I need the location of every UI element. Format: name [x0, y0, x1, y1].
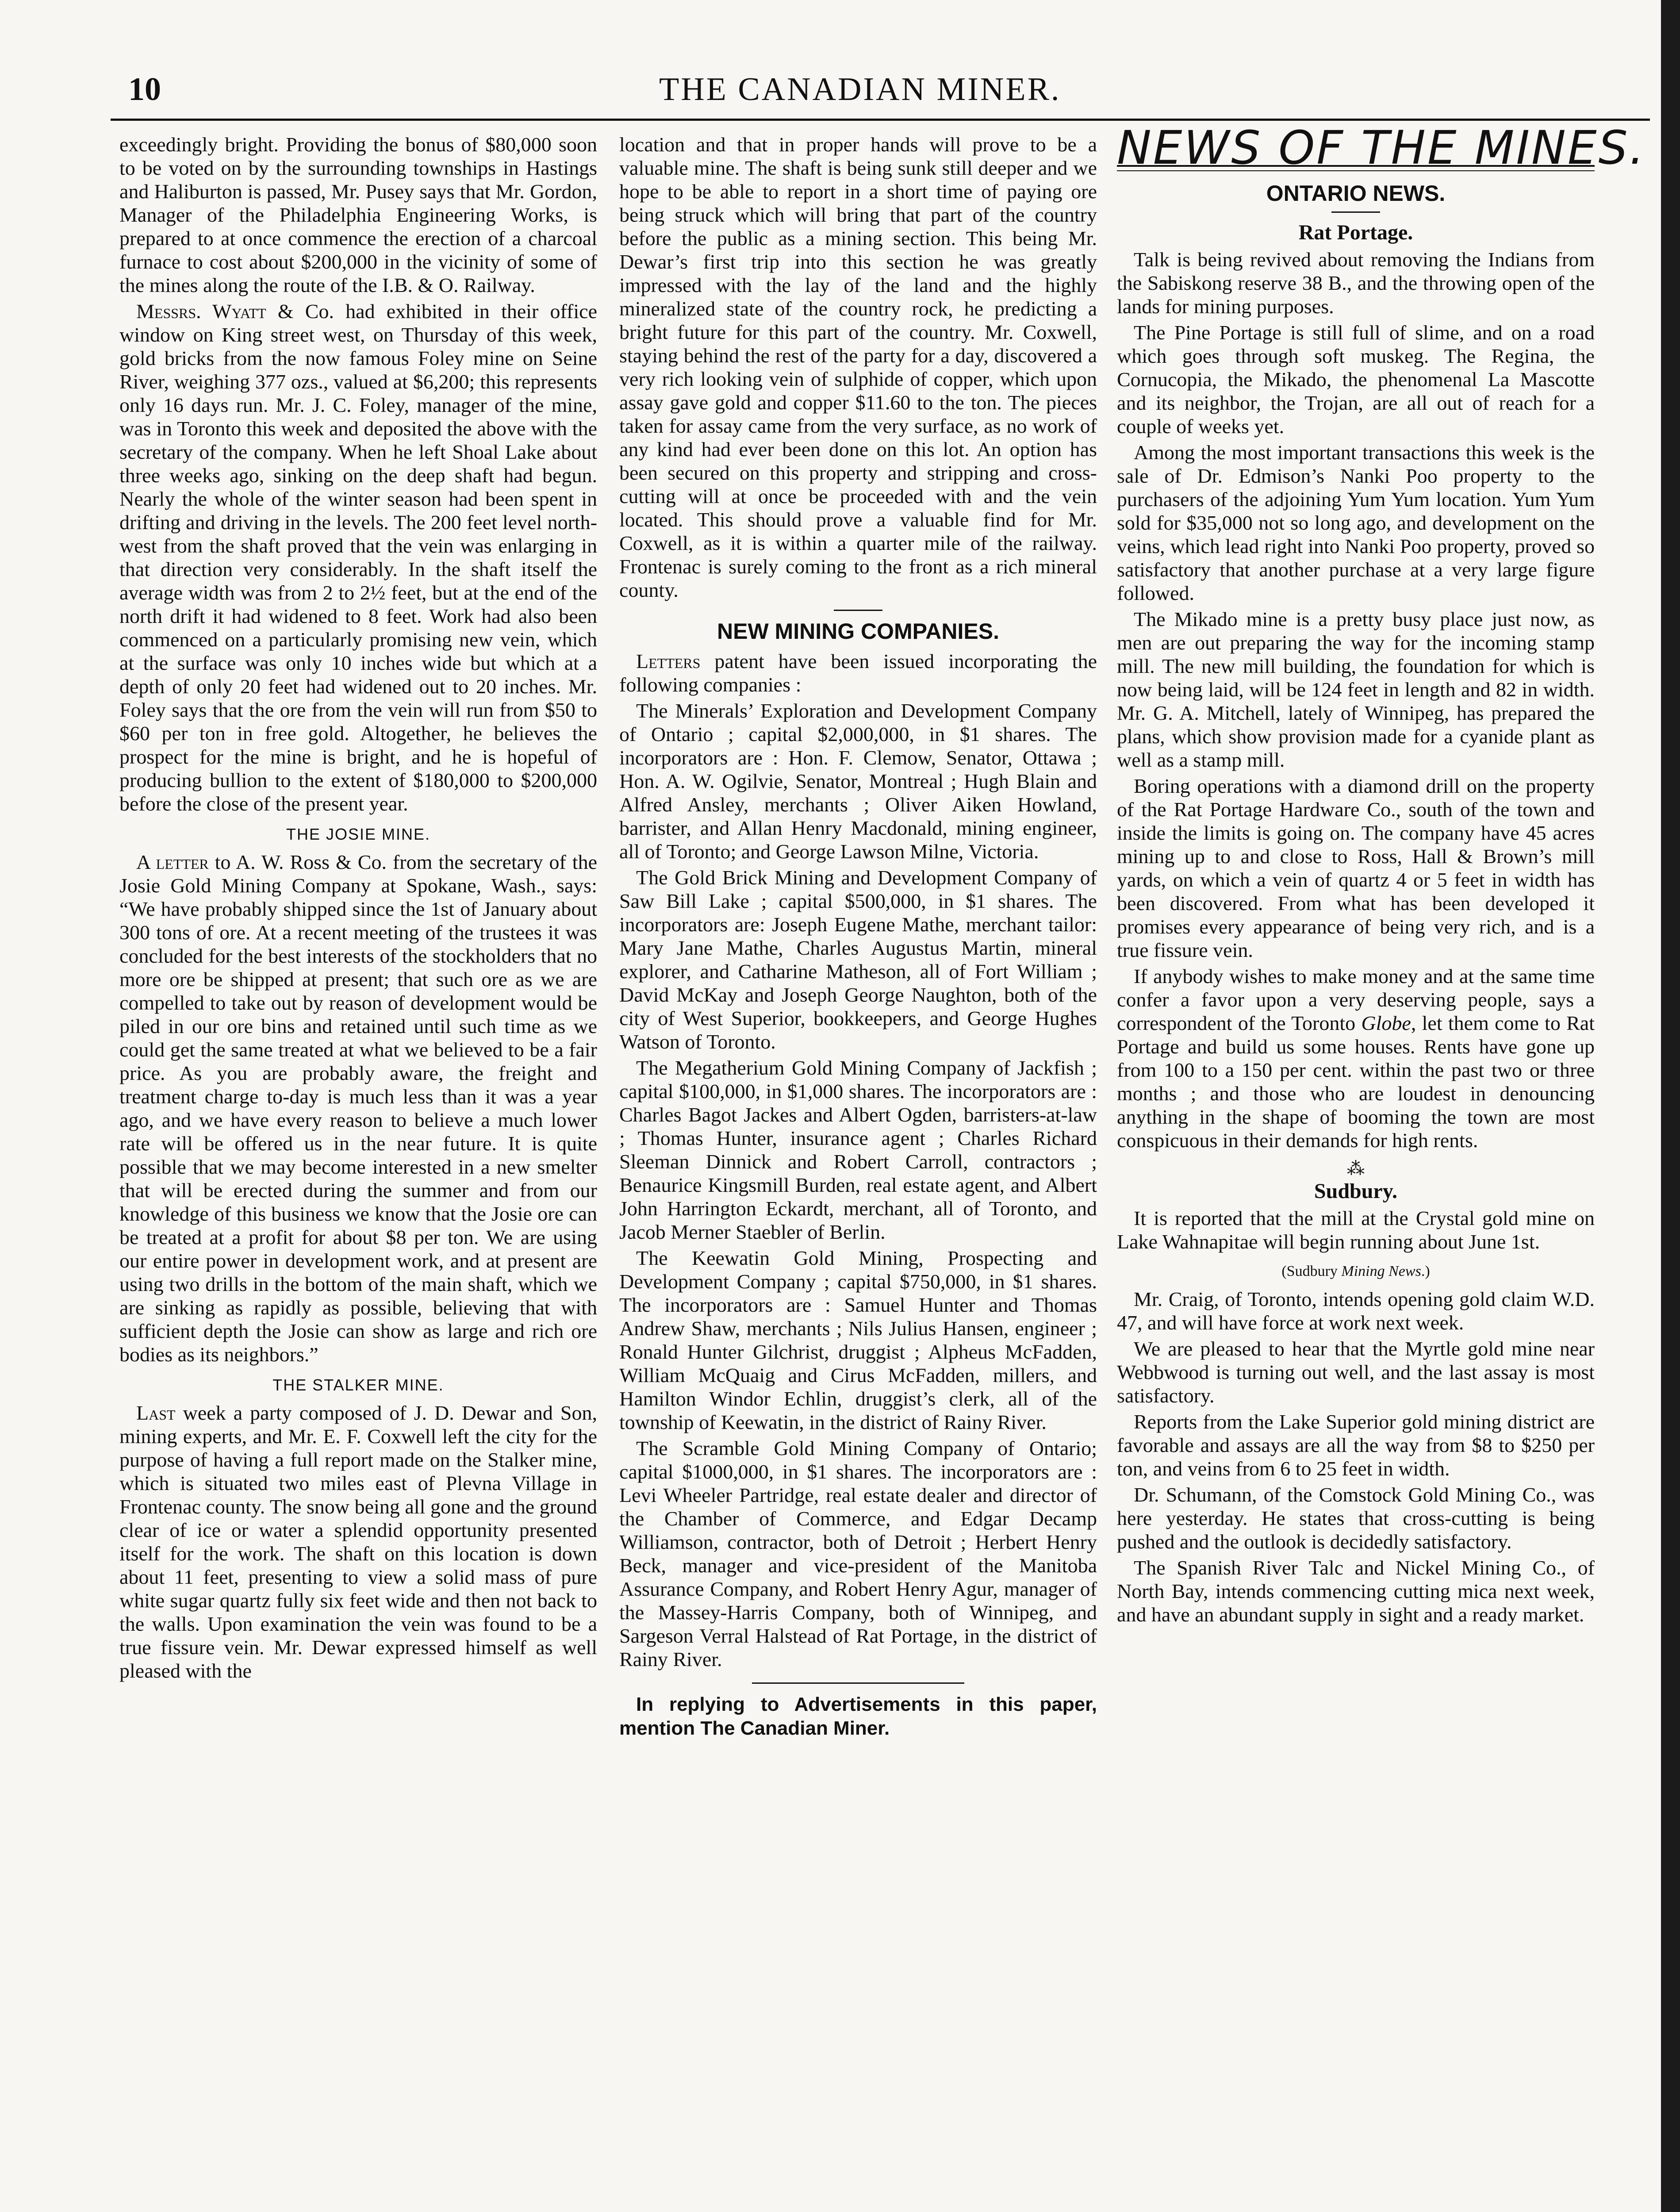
paragraph: Dr. Schumann, of the Comstock Gold Mining Co., was here yesterday. He states that cross-cutting is being pushed and the outlook is decidedly satisfactory. [1117, 1483, 1595, 1553]
advertising-notice: In replying to Advertisements in this paper, mention The Canadian Miner. [619, 1694, 1097, 1739]
paragraph: It is reported that the mill at the Crystal gold mine on Lake Wahnapitae will begin running about June 1st. [1117, 1207, 1595, 1253]
masthead [111, 66, 1659, 119]
paragraph-text: , let them come to Rat Portage and build us some houses. Rents have gone up from 100 to a 150 per cent. within the past two or three months ; and those who are loudest in denouncing anything in the shape of booming the town are most conspicuous in their demands for high rents. [1117, 1012, 1595, 1152]
newspaper-name: Globe [1361, 1012, 1411, 1034]
paragraph: The Keewatin Gold Mining, Prospecting and Development Company ; capital $750,000, in $1 shares. The incorporators are : Samuel Hunter and Thomas Andrew Shaw, merchants ; Nils Julius Hansen, engineer ; Ronald Hunter Gilchrist, druggist ; Alpheus McFadden, William McQuaig and Cirus McFadden, millers, and Hamilton Windor Echlin, druggist’s clerk, all of the township of Keewatin, in the district of Rainy River. [619, 1247, 1097, 1433]
divider [752, 1682, 964, 1684]
column-3 [1117, 121, 1646, 1629]
paragraph: The Pine Portage is still full of slime, and on a road which goes through soft muskeg. The Regina, the Cornucopia, the Mikado, the phenomenal La Mascotte and its neighbor, the Trojan, are all out of reach for a couple of weeks yet. [1117, 321, 1595, 438]
paragraph: exceedingly bright. Providing the bonus of $80,000 soon to be voted on by the surrounding townships in Hastings and Haliburton is passed, Mr. Pusey says that Mr. Gordon, Manager of the Philadelphia Engineering Works, is prepared to at once commence the erection of a charcoal furnace to cost about $200,000 in the vicinity of some of the mines along the route of the I.B. & O. Railway. [119, 133, 597, 296]
ontario-news-heading: ONTARIO NEWS. [1266, 181, 1446, 206]
page-edge-right [1661, 0, 1680, 2212]
paragraph: The Gold Brick Mining and Development Company of Saw Bill Lake ; capital $500,000, in $1 shares. The incorporators are: Joseph Eugene Mathe, merchant tailor: Mary Jane Mathe, Charles Augustus Martin, mineral explorer, and Catharine Matheson, all of Fort William ; David McKay and Joseph George Naughton, both of the city of West Superior, bookkeepers, and George Hughes Watson of Toronto. [619, 866, 1097, 1053]
paragraph-text: week a party composed of J. D. Dewar and Son, mining experts, and Mr. E. F. Coxwell left the city for the purpose of having a full report made on the Stalker mine, which is situated two miles east of Plevna Village in Frontenac county. The snow being all gone and the ground clear of ice or water a splendid opportunity presented itself for the work. The shaft on this location is down about 11 feet, presenting to view a solid mass of pure white sugar quartz fully six feet wide and then not back to the walls. Upon examination the vein was found to be a true fissure vein. Mr. Dewar expressed himself as well pleased with the [119, 1402, 597, 1682]
new-mining-companies-heading: NEW MINING COMPANIES. [717, 619, 999, 644]
paragraph: Talk is being revived about removing the Indians from the Sabiskong reserve 38 B., and the throwing open of the lands for mining purposes. [1117, 248, 1595, 318]
attribution-title: Mining News [1341, 1263, 1421, 1279]
paragraph-text: & Co. had exhibited in their office window on King street west, on Thursday of this week, gold bricks from the now famous Foley mine on Seine River, weighing 377 ozs., valued at $6,200; this represents only 16 days run. Mr. J. C. Foley, manager of the mine, was in Toronto this week and deposited the above with the secretary of the company. When he left Shoal Lake about three weeks ago, sinking on the deep shaft had begun. Nearly the whole of the winter season had been spent in drifting and driving in the levels. The 200 feet level north-west from the shaft proved that the vein was enlarging in that direction very considerably. In the shaft itself the average width was from 2 to 2½ feet, but at the end of the north drift it had widened to 8 feet. Work had also been commenced on a particularly promising new vein, which at the surface was only 10 inches wide but which at a depth of only 20 feet had widened out to 20 inches. Mr. Foley says that the ore from the vein will run from $50 to $60 per ton in free gold. Altogether, he believes the prospect for the mine is bright, and he is hopeful of producing bullion to the extent of $180,000 to $200,000 before the close of the present year. [119, 300, 597, 815]
paragraph: The Minerals’ Exploration and Development Company of Ontario ; capital $2,000,000, in $1 shares. The incorporators are : Hon. F. Clemow, Senator, Ottawa ; Hon. A. W. Ogilvie, Senator, Montreal ; Hugh Blain and Alfred Ansley, merchants ; Oliver Aiken Howland, barrister, and Allan Henry Macdonald, mining engineer, all of Toronto; and George Lawson Milne, Victoria. [619, 699, 1097, 863]
news-of-the-mines-title: NEWS OF THE MINES. [1117, 121, 1646, 175]
paper-name: THE CANADIAN MINER. [659, 71, 1061, 108]
lead-in: Last [136, 1402, 176, 1424]
page-number: 10 [128, 71, 161, 108]
paragraph: Reports from the Lake Superior gold mining district are favorable and assays are all the way from $8 to $250 per ton, and veins from 6 to 25 feet in width. [1117, 1410, 1595, 1480]
rat-portage-heading: Rat Portage. [1298, 221, 1413, 244]
paragraph: The Scramble Gold Mining Company of Ontario; capital $1000,000, in $1 shares. The incorporators are : Levi Wheeler Partridge, real estate dealer and director of the Chamber of Commerce, and Edgar Decamp Williamson, contractor, both of Detroit ; Herbert Henry Beck, manager and vice-president of the Manitoba Assurance Company, and Robert Henry Agur, manager of the Massey-Harris Company, both of Winnipeg, and Sargeson Verral Halstead of Rat Portage, in the district of Rainy River. [619, 1437, 1097, 1671]
lead-in: Messrs. Wyatt [136, 300, 266, 323]
divider [1331, 211, 1380, 213]
paragraph [119, 1401, 597, 1682]
paragraph-text: If anybody wishes to make money and at the same time confer a favor upon a very deserving people, says a correspondent of the Toronto [1117, 965, 1595, 1034]
source-attribution [1117, 1260, 1595, 1283]
column-2 [619, 133, 1097, 1743]
lead-in: Letters [636, 650, 701, 672]
paragraph [119, 850, 597, 1366]
sudbury-heading: Sudbury. [1314, 1179, 1398, 1203]
attribution-text: .) [1421, 1263, 1430, 1279]
paragraph-text: patent have been issued incorporating the following companies : [619, 650, 1097, 696]
paragraph [1117, 964, 1595, 1152]
paragraph: The Megatherium Gold Mining Company of Jackfish ; capital $100,000, in $1,000 shares. The incorporators are : Charles Bagot Jackes and Albert Ogden, barristers-at-law ; Thomas Hunter, insurance agent ; Charles Richard Sleeman Dinnick and Robert Carroll, contractors ; Benaurice Kingsmill Burden, real estate agent, and Albert John Harrington Eckardt, merchant, all of Toronto, and Jacob Merner Staebler of Berlin. [619, 1056, 1097, 1243]
paragraph: Boring operations with a diamond drill on the property of the Rat Portage Hardware Co., south of the town and inside the limits is going on. The company have 45 acres mining up to and close to Ross, Hall & Brown’s mill yards, on which a vein of quartz 4 or 5 feet in width has been discovered. From what has been developed it promises every appearance of being very rich, and is a true fissure vein. [1117, 775, 1595, 961]
paragraph: We are pleased to hear that the Myrtle gold mine near Webbwood is turning out well, and the last assay is most satisfactory. [1117, 1337, 1595, 1407]
paragraph: The Mikado mine is a pretty busy place just now, as men are out preparing the way for the incoming stamp mill. The new mill building, the foundation for which is now being laid, will be 124 feet in length and 82 in width. Mr. G. A. Mitchell, lately of Winnipeg, has prepared the plans, which show provision made for a cyanide plant as well as a stamp mill. [1117, 608, 1595, 771]
divider [834, 610, 882, 611]
stalker-mine-heading: THE STALKER MINE. [272, 1376, 444, 1394]
column-1 [119, 133, 597, 1685]
paragraph [119, 300, 597, 815]
paragraph: Mr. Craig, of Toronto, intends opening gold claim W.D. 47, and will have force at work next week. [1117, 1288, 1595, 1334]
lead-in: A letter [136, 851, 209, 873]
asterism: ⁂ [1347, 1159, 1365, 1179]
paragraph: location and that in proper hands will prove to be a valuable mine. The shaft is being sunk still deeper and we hope to be able to report in a short time of paying ore being struck which will bring that part of the country before the public as a mining section. This being Mr. Dewar’s first trip into this section he was greatly impressed with the lay of the land and the highly mineralized state of the country rock, he predicting a bright future for this part of the country. Mr. Coxwell, staying behind the rest of the party for a day, discovered a very rich looking vein of sulphide of copper, which upon assay gave gold and copper $11.60 to the ton. The pieces taken for assay came from the very surface, as no work of any kind had ever been done on this lot. An option has been secured on this property and stripping and cross-cutting will at once be proceeded with and the vein located. This should prove a valuable find for Mr. Coxwell, as it is within a quarter mile of the railway. Frontenac is surely coming to the front as a rich mineral county. [619, 133, 1097, 601]
josie-mine-heading: THE JOSIE MINE. [286, 825, 431, 843]
paragraph-text: to A. W. Ross & Co. from the secretary of the Josie Gold Mining Company at Spokane, Wash., says: “We have probably shipped since the 1st of January about 300 tons of ore. At a recent meeting of the trustees it was concluded for the best interests of the stockholders that no more ore be shipped at present; that such ore as we are compelled to take out by reason of development would be piled in our ore bins and retained until such time as we could get the same treated at what we believed to be a fair price. As you are probably aware, the freight and treatment charge to-day is much less than it was a year ago, and we have every reason to believe a much lower rate will be offered us in the near future. It is quite possible that we may become interested in a new smelter that will be erected during the summer and from our knowledge of this business we know that the Josie ore can be treated at a profit for about $8 per ton. We are using our entire power in development work, and at present are using two drills in the bottom of the main shaft, which we are sinking as rapidly as possible, believing that with sufficient depth the Josie can show as large and rich ore bodies as its neighbors.” [119, 851, 597, 1366]
attribution-text: (Sudbury [1281, 1263, 1342, 1279]
paragraph: The Spanish River Talc and Nickel Mining Co., of North Bay, intends commencing cutting mica next week, and have an abundant supply in sight and a ready market. [1117, 1556, 1595, 1626]
paragraph [619, 649, 1097, 696]
paragraph: Among the most important transactions this week is the sale of Dr. Edmison’s Nanki Poo property to the purchasers of the adjoining Yum Yum location. Yum Yum sold for $35,000 not so long ago, and development on the veins, which lead right into Nanki Poo property, proved so satisfactory that another purchase at a very large figure followed. [1117, 441, 1595, 604]
